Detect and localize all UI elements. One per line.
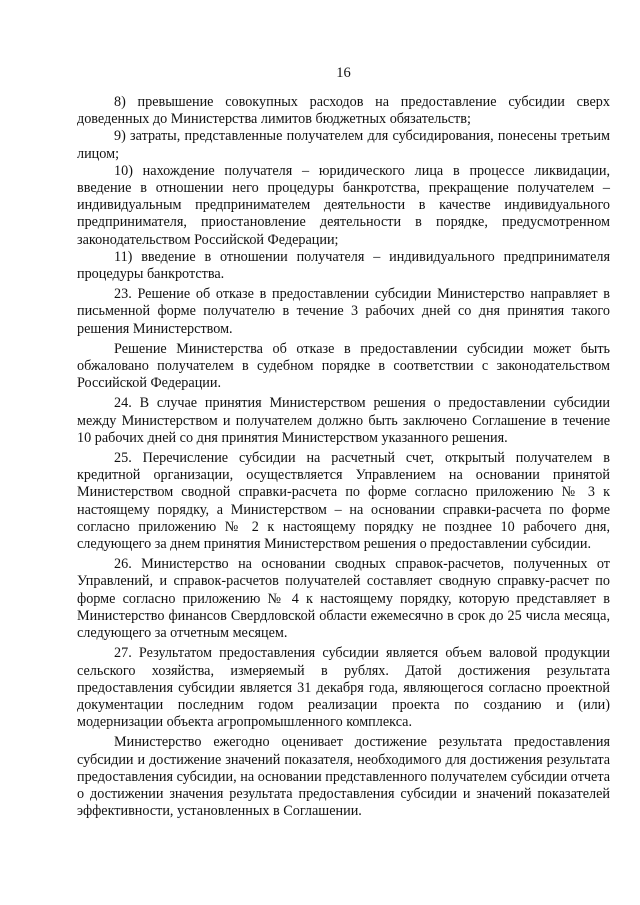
paragraph-item-9: 9) затраты, представленные получателем для субсидирования, понесены третьим лицом;: [77, 128, 610, 162]
paragraph-evaluation: Министерство ежегодно оценивает достижение результата предоставления субсидии и достижение значений показателя, необходимого для достижения результата предоставления субсидии, на основании представленного получателем субсидии отчета о достижении значения результата предоставления субсидии и значений показателей эффективности, установленных в Соглашении.: [77, 734, 610, 820]
paragraph-appeal: Решение Министерства об отказе в предоставлении субсидии может быть обжаловано получателем в судебном порядке в соответствии с законодательством Российской Федерации.: [77, 340, 610, 392]
page-number: 16: [336, 65, 351, 81]
paragraph-item-10: 10) нахождение получателя – юридического лица в процессе ликвидации, введение в отношении него процедуры банкротства, прекращение получателем – индивидуальным предпринимателем деятельности в качестве индивидуального предпринимателя, приостановление деятельности в порядке, предусмотренном законодательством Российской Федерации;: [77, 162, 610, 248]
paragraph-item-8: 8) превышение совокупных расходов на предоставление субсидии сверх доведенных до Министерства лимитов бюджетных обязательств;: [77, 94, 610, 128]
paragraph-clause-27: 27. Результатом предоставления субсидии является объем валовой продукции сельского хозяйства, измеряемый в рублях. Датой достижения результата предоставления субсидии является 31 декабря года, являющегося согласно проектной документации последним годом реализации проекта по созданию и (или) модернизации объекта агропромышленного комплекса.: [77, 645, 610, 731]
paragraph-clause-23: 23. Решение об отказе в предоставлении субсидии Министерство направляет в письменной форме получателю в течение 3 рабочих дней со дня принятия такого решения Министерством.: [77, 286, 610, 337]
paragraph-clause-24: 24. В случае принятия Министерством решения о предоставлении субсидии между Министерством и получателем должно быть заключено Соглашение в течение 10 рабочих дней со дня принятия Министерством указанного решения.: [77, 395, 610, 446]
paragraph-clause-26: 26. Министерство на основании сводных справок-расчетов, полученных от Управлений, и справок-расчетов получателей составляет сводную справку-расчет по форме согласно приложению № 4 к настоящему порядку, которую представляет в Министерство финансов Свердловской области ежемесячно в срок до 25 числа месяца, следующего за отчетным месяцем.: [77, 556, 610, 642]
paragraph-item-11: 11) введение в отношении получателя – индивидуального предпринимателя процедуры банкротства.: [77, 248, 610, 283]
paragraph-clause-25: 25. Перечисление субсидии на расчетный счет, открытый получателем в кредитной организации, осуществляется Управлением на основании принятой Министерством сводной справки-расчета по форме согласно приложению № 3 к настоящему порядку, а Министерством – на основании справки-расчета по форме согласно приложению № 2 к настоящему порядку не позднее 10 рабочего дня, следующего за днем принятия Министерством решения о предоставлении субсидии.: [77, 450, 610, 553]
